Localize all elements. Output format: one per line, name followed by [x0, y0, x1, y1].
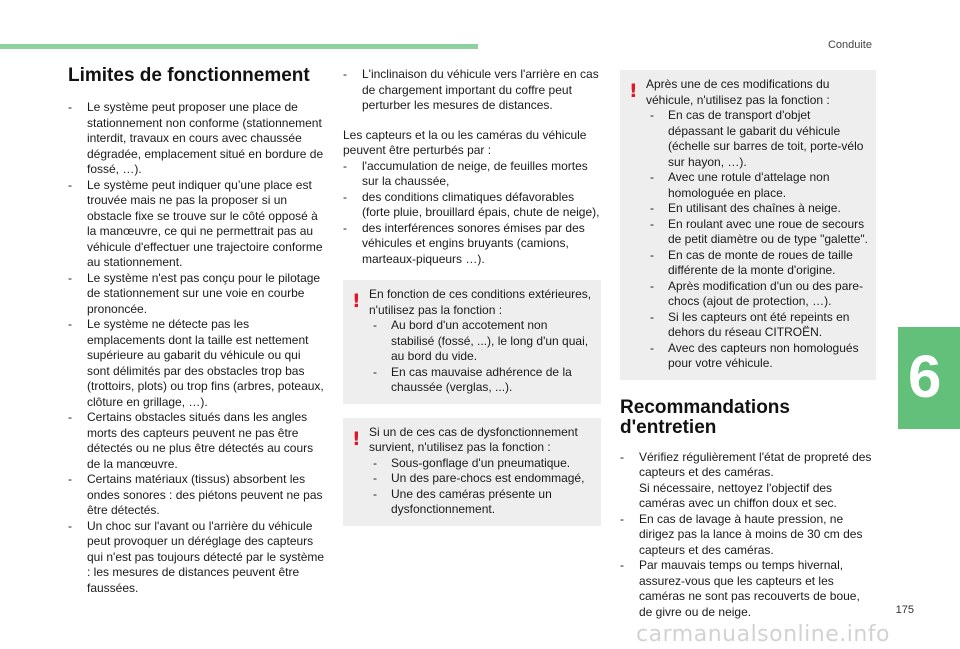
- warning-list: [373, 456, 593, 518]
- list-item: - Le système ne détecte pas les emplacements dont la taille est nettement supérieure au gabarit du véhicule ou qui sont délimités par des obstacles trop bas (trottoirs, plots) ou trop fins (arbres, poteaux, clôture en grillage, …).: [68, 317, 326, 410]
- list-item: - Par mauvais temps ou temps hivernal, assurez-vous que les capteurs et les caméras ne sont pas recouverts de boue, de givre ou de neige.: [620, 558, 876, 620]
- list-item: - Une des caméras présente un dysfonctionnement.: [373, 487, 593, 518]
- column-1: [68, 62, 326, 596]
- header-accent-bar: [0, 44, 478, 49]
- list-item: - En cas de monte de roues de taille différente de la monte d'origine.: [650, 248, 868, 279]
- sensor-intro-text: Les capteurs et la ou les caméras du véhicule peuvent être perturbés par :: [343, 127, 587, 157]
- warning-exclamation-icon: !: [352, 427, 361, 450]
- column-3: [620, 70, 876, 620]
- warning-box-malfunction: [343, 418, 601, 526]
- list-item: - Un choc sur l'avant ou l'arrière du véhicule peut provoquer un déréglage des capteurs qui n'est pas toujours détecté par le système : les mesures de distances peuvent être faussées.: [68, 519, 326, 597]
- list-item: - des interférences sonores émises par des véhicules et engins bruyants (camions, marteaux-piqueurs …).: [343, 221, 601, 268]
- list-item: - l'accumulation de neige, de feuilles mortes sur la chaussée,: [343, 159, 601, 190]
- list-item: - Le système n'est pas conçu pour le pilotage de stationnement sur une voie en courbe prononcée.: [68, 271, 326, 318]
- page-number: 175: [895, 604, 914, 616]
- warning-exclamation-icon: !: [352, 290, 361, 312]
- list-item: - Si les capteurs ont été repeints en dehors du réseau CITROËN.: [650, 310, 868, 341]
- list-item: - En roulant avec une roue de secours de petit diamètre ou de type "galette".: [650, 217, 868, 248]
- section-name: Conduite: [827, 39, 872, 51]
- list-item: - Après modification d'un ou des pare-chocs (ajout de protection, …).: [650, 279, 868, 310]
- section-title-limits: Limites de fonctionnement: [68, 65, 310, 86]
- limits-list: [68, 100, 326, 596]
- list-item: - En cas de lavage à haute pression, ne dirigez pas la lance à moins de 30 cm des capteurs et des caméras.: [620, 512, 876, 559]
- list-item: - Avec des capteurs non homologués pour votre véhicule.: [650, 341, 868, 372]
- list-item: - Certains matériaux (tissus) absorbent les ondes sonores : des piétons peuvent ne pas être détectés.: [68, 472, 326, 519]
- warning-list: [373, 318, 593, 396]
- watermark: carmanualsonline.info: [636, 622, 890, 647]
- maintenance-list: [620, 450, 876, 621]
- list-item: - Vérifiez régulièrement l'état de propreté des capteurs et des caméras. Si nécessaire, nettoyez l'objectif des caméras avec un chiffon doux et sec.: [620, 450, 876, 512]
- list-item: - L'inclinaison du véhicule vers l'arrière en cas de chargement important du coffre peut perturber les mesures de distances.: [343, 67, 601, 114]
- chapter-number: 6: [908, 343, 942, 410]
- list-item: - Le système peut indiquer qu’une place est trouvée mais ne pas la proposer si un obstacle fixe se trouve sur le côté opposé à la manœuvre, ce qui ne permettrait pas au véhicule d'effectuer une trajectoire conforme au stationnement.: [68, 178, 326, 271]
- list-item: - Certains obstacles situés dans les angles morts des capteurs peuvent ne pas être détectés ou ne plus être détectés au cours de la manœuvre.: [68, 410, 326, 472]
- warning-intro: Si un de ces cas de dysfonctionnement survient, n'utilisez pas la fonction :: [369, 424, 578, 454]
- warning-list: [650, 108, 868, 372]
- section-title-maintenance: Recommandations d'entretien: [620, 396, 790, 438]
- list-item: - En cas de transport d'objet dépassant le gabarit du véhicule (échelle sur barres de toit, porte-vélo sur hayon, …).: [650, 108, 868, 170]
- warning-box-conditions: [343, 280, 601, 404]
- list-item: - En utilisant des chaînes à neige.: [650, 201, 868, 217]
- warning-intro: Après une de ces modifications du véhicule, n'utilisez pas la fonction :: [646, 77, 830, 107]
- limits-list-continued: [343, 67, 601, 114]
- warning-exclamation-icon: !: [629, 80, 638, 102]
- list-item: - Avec une rotule d'attelage non homologuée en place.: [650, 170, 868, 201]
- warning-box-modifications: [620, 70, 876, 380]
- list-item: - Au bord d'un accotement non stabilisé (fossé, ...), le long d'un quai, au bord du vide.: [373, 318, 593, 365]
- list-item: - Un des pare-chocs est endommagé,: [373, 471, 593, 487]
- list-item: - des conditions climatiques défavorables (forte pluie, brouillard épais, chute de neige),: [343, 190, 601, 221]
- list-item: - Le système peut proposer une place de stationnement non conforme (stationnement interdit, travaux en cours avec chaussée dégradée, emplacement situé en bordure de fossé, …).: [68, 100, 326, 178]
- column-2: [343, 67, 601, 526]
- disturbance-list: [343, 159, 601, 268]
- list-item: - En cas mauvaise adhérence de la chaussée (verglas, ...).: [373, 365, 593, 396]
- warning-intro: En fonction de ces conditions extérieures, n'utilisez pas la fonction :: [369, 287, 592, 317]
- list-item: - Sous-gonflage d'un pneumatique.: [373, 456, 593, 472]
- chapter-tab: [898, 327, 960, 429]
